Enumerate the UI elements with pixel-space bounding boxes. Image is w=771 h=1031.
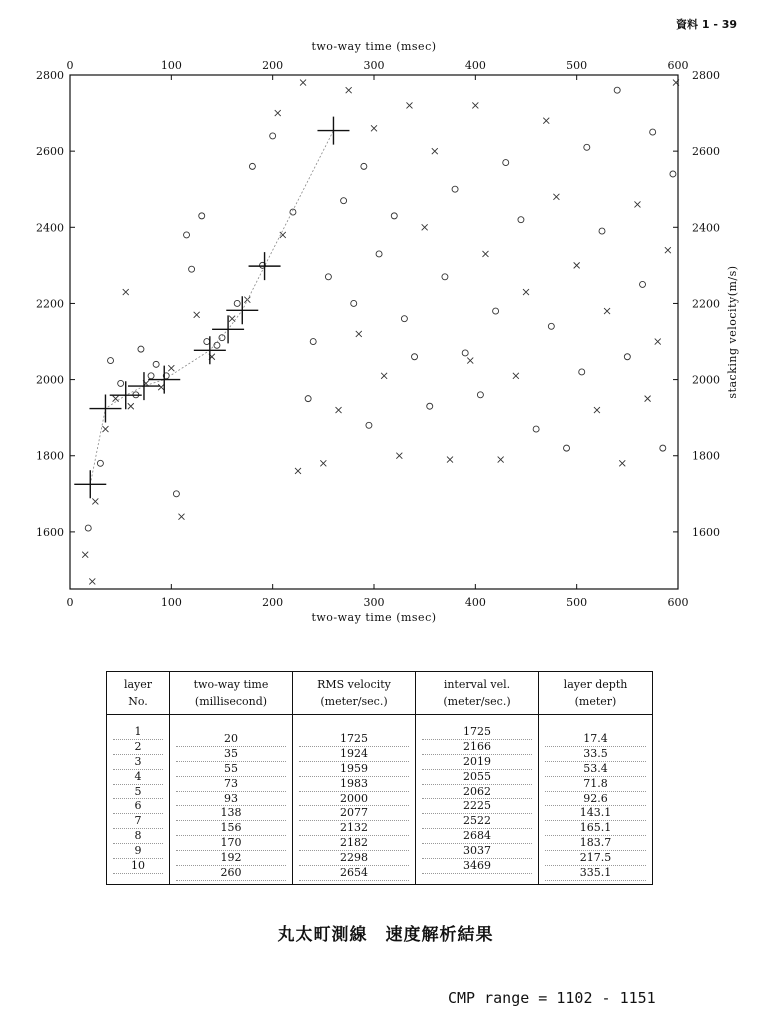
peak-cross	[356, 331, 362, 337]
table-cell: 53.4	[545, 762, 646, 777]
velocity-pick-marker	[212, 315, 244, 343]
peak-cross	[406, 102, 412, 108]
table-cell: 1924	[299, 747, 409, 762]
peak-cross	[320, 460, 326, 466]
header-layer-no: layer No.	[107, 672, 170, 715]
table-cell: 165.1	[545, 821, 646, 836]
x-tick-label-bottom: 600	[667, 596, 689, 609]
peak-cross	[543, 118, 549, 124]
peak-cross	[295, 468, 301, 474]
y-tick-label-right: 1600	[692, 525, 720, 539]
peak-circle	[427, 403, 433, 409]
peak-circle	[650, 129, 656, 135]
table-cell: 2522	[422, 814, 532, 829]
peak-circle	[584, 144, 590, 150]
peak-circle	[219, 335, 225, 341]
table-cell: 170	[176, 836, 286, 851]
peak-cross	[82, 552, 88, 558]
table-cell: 3	[113, 755, 163, 770]
y-tick-label-right: 2600	[692, 145, 720, 159]
peak-circle	[366, 422, 372, 428]
peak-cross	[194, 312, 200, 318]
peak-cross	[634, 201, 640, 207]
semblance-peaks	[82, 80, 679, 585]
velocity-results-table	[106, 671, 653, 885]
peak-circle	[85, 525, 91, 531]
peak-circle	[579, 369, 585, 375]
peak-circle	[361, 163, 367, 169]
x-tick-label-bottom: 400	[464, 596, 486, 609]
x-tick-label-top: 600	[667, 59, 689, 72]
table-cell: 8	[113, 829, 163, 844]
y-tick-label-left: 2400	[36, 221, 64, 235]
peak-cross	[574, 262, 580, 268]
peak-circle	[214, 342, 220, 348]
table-cell: 9	[113, 844, 163, 859]
y-tick-label-left: 2000	[36, 373, 64, 387]
axis-ticks	[36, 59, 720, 609]
peak-cross	[371, 125, 377, 131]
col-layer-depth	[539, 725, 652, 881]
x-tick-label-bottom: 200	[262, 596, 284, 609]
plot-frame	[70, 75, 678, 589]
peak-cross	[432, 148, 438, 154]
x-tick-label-bottom: 300	[363, 596, 385, 609]
x-tick-label-bottom: 100	[160, 596, 182, 609]
peak-circle	[462, 350, 468, 356]
peak-cross	[381, 373, 387, 379]
table-cell: 4	[113, 770, 163, 785]
table-cell: 1	[113, 725, 163, 740]
peak-circle	[153, 361, 159, 367]
peak-circle	[234, 300, 240, 306]
peak-cross	[553, 194, 559, 200]
peak-cross	[422, 224, 428, 230]
peak-cross	[604, 308, 610, 314]
velocity-pick-marker	[74, 470, 106, 498]
peak-circle	[310, 339, 316, 345]
table-cell: 7	[113, 814, 163, 829]
y-tick-label-left: 2200	[36, 297, 64, 311]
x-tick-label-top: 200	[262, 59, 284, 72]
peak-circle	[452, 186, 458, 192]
y-axis-title-right: stacking velocity(m/s)	[726, 265, 739, 399]
x-axis-title-top: two-way time (msec)	[311, 40, 437, 53]
table-cell: 2132	[299, 821, 409, 836]
peak-circle	[199, 213, 205, 219]
header-layer-depth: layer depth (meter)	[539, 672, 653, 715]
table-cell: 6	[113, 799, 163, 814]
peak-cross	[467, 358, 473, 364]
y-tick-label-left: 2800	[36, 69, 64, 82]
peak-circle	[412, 354, 418, 360]
table-cell: 93	[176, 792, 286, 807]
table-cell: 3037	[422, 844, 532, 859]
peak-circle	[670, 171, 676, 177]
peak-cross	[482, 251, 488, 257]
peak-cross	[89, 578, 95, 584]
peak-circle	[148, 373, 154, 379]
peak-cross	[113, 396, 119, 402]
peak-circle	[138, 346, 144, 352]
peak-cross	[645, 396, 651, 402]
figure-caption: 丸太町測線 速度解析結果	[277, 925, 494, 945]
peak-circle	[173, 491, 179, 497]
peak-cross	[472, 102, 478, 108]
peak-circle	[660, 445, 666, 451]
table-cell: 35	[176, 747, 286, 762]
peak-circle	[249, 163, 255, 169]
peak-circle	[97, 460, 103, 466]
y-tick-label-left: 1600	[36, 525, 64, 539]
header-rms-velocity: RMS velocity (meter/sec.)	[293, 672, 416, 715]
peak-circle	[624, 354, 630, 360]
peak-circle	[391, 213, 397, 219]
peak-cross	[655, 339, 661, 345]
peak-circle	[503, 160, 509, 166]
y-tick-label-right: 2000	[692, 373, 720, 387]
table-cell: 2019	[422, 755, 532, 770]
x-tick-label-bottom: 0	[66, 596, 74, 609]
peak-circle	[599, 228, 605, 234]
peak-circle	[204, 339, 210, 345]
table-cell: 55	[176, 762, 286, 777]
velocity-pick-marker	[89, 395, 121, 423]
table-cell: 143.1	[545, 806, 646, 821]
peak-circle	[640, 281, 646, 287]
peak-circle	[564, 445, 570, 451]
table-cell: 2182	[299, 836, 409, 851]
peak-cross	[229, 316, 235, 322]
table-cell: 10	[113, 859, 163, 874]
table-cell: 73	[176, 777, 286, 792]
table-cell: 2	[113, 740, 163, 755]
velocity-picks	[74, 117, 349, 499]
table-cell: 260	[176, 866, 286, 881]
table-cell: 192	[176, 851, 286, 866]
table-cell: 71.8	[545, 777, 646, 792]
table-cell: 2654	[299, 866, 409, 881]
peak-cross	[102, 426, 108, 432]
table-cell: 2062	[422, 785, 532, 800]
header-two-way-time: two-way time (millisecond)	[170, 672, 293, 715]
velocity-function-line	[90, 131, 333, 485]
peak-circle	[493, 308, 499, 314]
peak-circle	[442, 274, 448, 280]
table-cell: 138	[176, 806, 286, 821]
peak-cross	[396, 453, 402, 459]
peak-cross	[275, 110, 281, 116]
header-interval-vel: interval vel. (meter/sec.)	[416, 672, 539, 715]
table-cell: 20	[176, 732, 286, 747]
peak-circle	[614, 87, 620, 93]
col-interval-vel	[416, 725, 538, 874]
peak-cross	[128, 403, 134, 409]
peak-circle	[325, 274, 331, 280]
y-tick-label-right: 2400	[692, 221, 720, 235]
table-cell: 5	[113, 785, 163, 800]
x-tick-label-top: 400	[464, 59, 486, 72]
peak-cross	[92, 498, 98, 504]
x-tick-label-top: 500	[566, 59, 588, 72]
y-tick-label-right: 2200	[692, 297, 720, 311]
cmp-range: CMP range = 1102 - 1151	[448, 989, 656, 1007]
peak-cross	[523, 289, 529, 295]
peak-cross	[123, 289, 129, 295]
peak-cross	[619, 460, 625, 466]
peak-circle	[351, 300, 357, 306]
table-cell: 156	[176, 821, 286, 836]
table-cell: 33.5	[545, 747, 646, 762]
peak-cross	[158, 384, 164, 390]
peak-circle	[270, 133, 276, 139]
table-cell: 2055	[422, 770, 532, 785]
table-cell: 2298	[299, 851, 409, 866]
peak-cross	[178, 514, 184, 520]
peak-circle	[518, 217, 524, 223]
velocity-pick-marker	[249, 252, 281, 280]
col-two-way-time	[170, 725, 292, 881]
peak-circle	[477, 392, 483, 398]
page-reference: 資料 1 - 39	[676, 18, 738, 31]
peak-cross	[300, 80, 306, 86]
col-rms-velocity	[293, 725, 415, 881]
peak-cross	[513, 373, 519, 379]
peak-cross	[665, 247, 671, 253]
y-tick-label-left: 2600	[36, 145, 64, 159]
x-tick-label-bottom: 500	[566, 596, 588, 609]
peak-circle	[305, 396, 311, 402]
y-tick-label-right: 2800	[692, 69, 720, 82]
table-cell: 2684	[422, 829, 532, 844]
velocity-pick-marker	[317, 117, 349, 145]
table-cell: 2077	[299, 806, 409, 821]
peak-cross	[346, 87, 352, 93]
table-cell: 17.4	[545, 732, 646, 747]
table-cell: 92.6	[545, 792, 646, 807]
peak-circle	[118, 380, 124, 386]
table-cell: 1725	[422, 725, 532, 740]
x-tick-label-top: 0	[66, 59, 74, 72]
col-layer-no	[107, 725, 169, 874]
peak-circle	[189, 266, 195, 272]
peak-circle	[341, 198, 347, 204]
peak-circle	[184, 232, 190, 238]
y-tick-label-left: 1800	[36, 449, 64, 463]
table-cell: 2166	[422, 740, 532, 755]
peak-cross	[336, 407, 342, 413]
peak-cross	[498, 457, 504, 463]
peak-cross	[168, 365, 174, 371]
table-cell: 335.1	[545, 866, 646, 881]
peak-circle	[376, 251, 382, 257]
peak-circle	[548, 323, 554, 329]
y-tick-label-right: 1800	[692, 449, 720, 463]
table-cell: 2000	[299, 792, 409, 807]
table-cell: 1983	[299, 777, 409, 792]
x-axis-title-bottom: two-way time (msec)	[311, 611, 437, 624]
x-tick-label-top: 300	[363, 59, 385, 72]
velocity-pick-marker	[148, 366, 180, 394]
table-cell: 1959	[299, 762, 409, 777]
table-cell: 2225	[422, 799, 532, 814]
table-cell: 217.5	[545, 851, 646, 866]
peak-circle	[533, 426, 539, 432]
peak-cross	[447, 457, 453, 463]
peak-circle	[108, 358, 114, 364]
table-cell: 1725	[299, 732, 409, 747]
x-tick-label-top: 100	[160, 59, 182, 72]
table-cell: 183.7	[545, 836, 646, 851]
peak-circle	[401, 316, 407, 322]
table-cell: 3469	[422, 859, 532, 874]
peak-cross	[594, 407, 600, 413]
